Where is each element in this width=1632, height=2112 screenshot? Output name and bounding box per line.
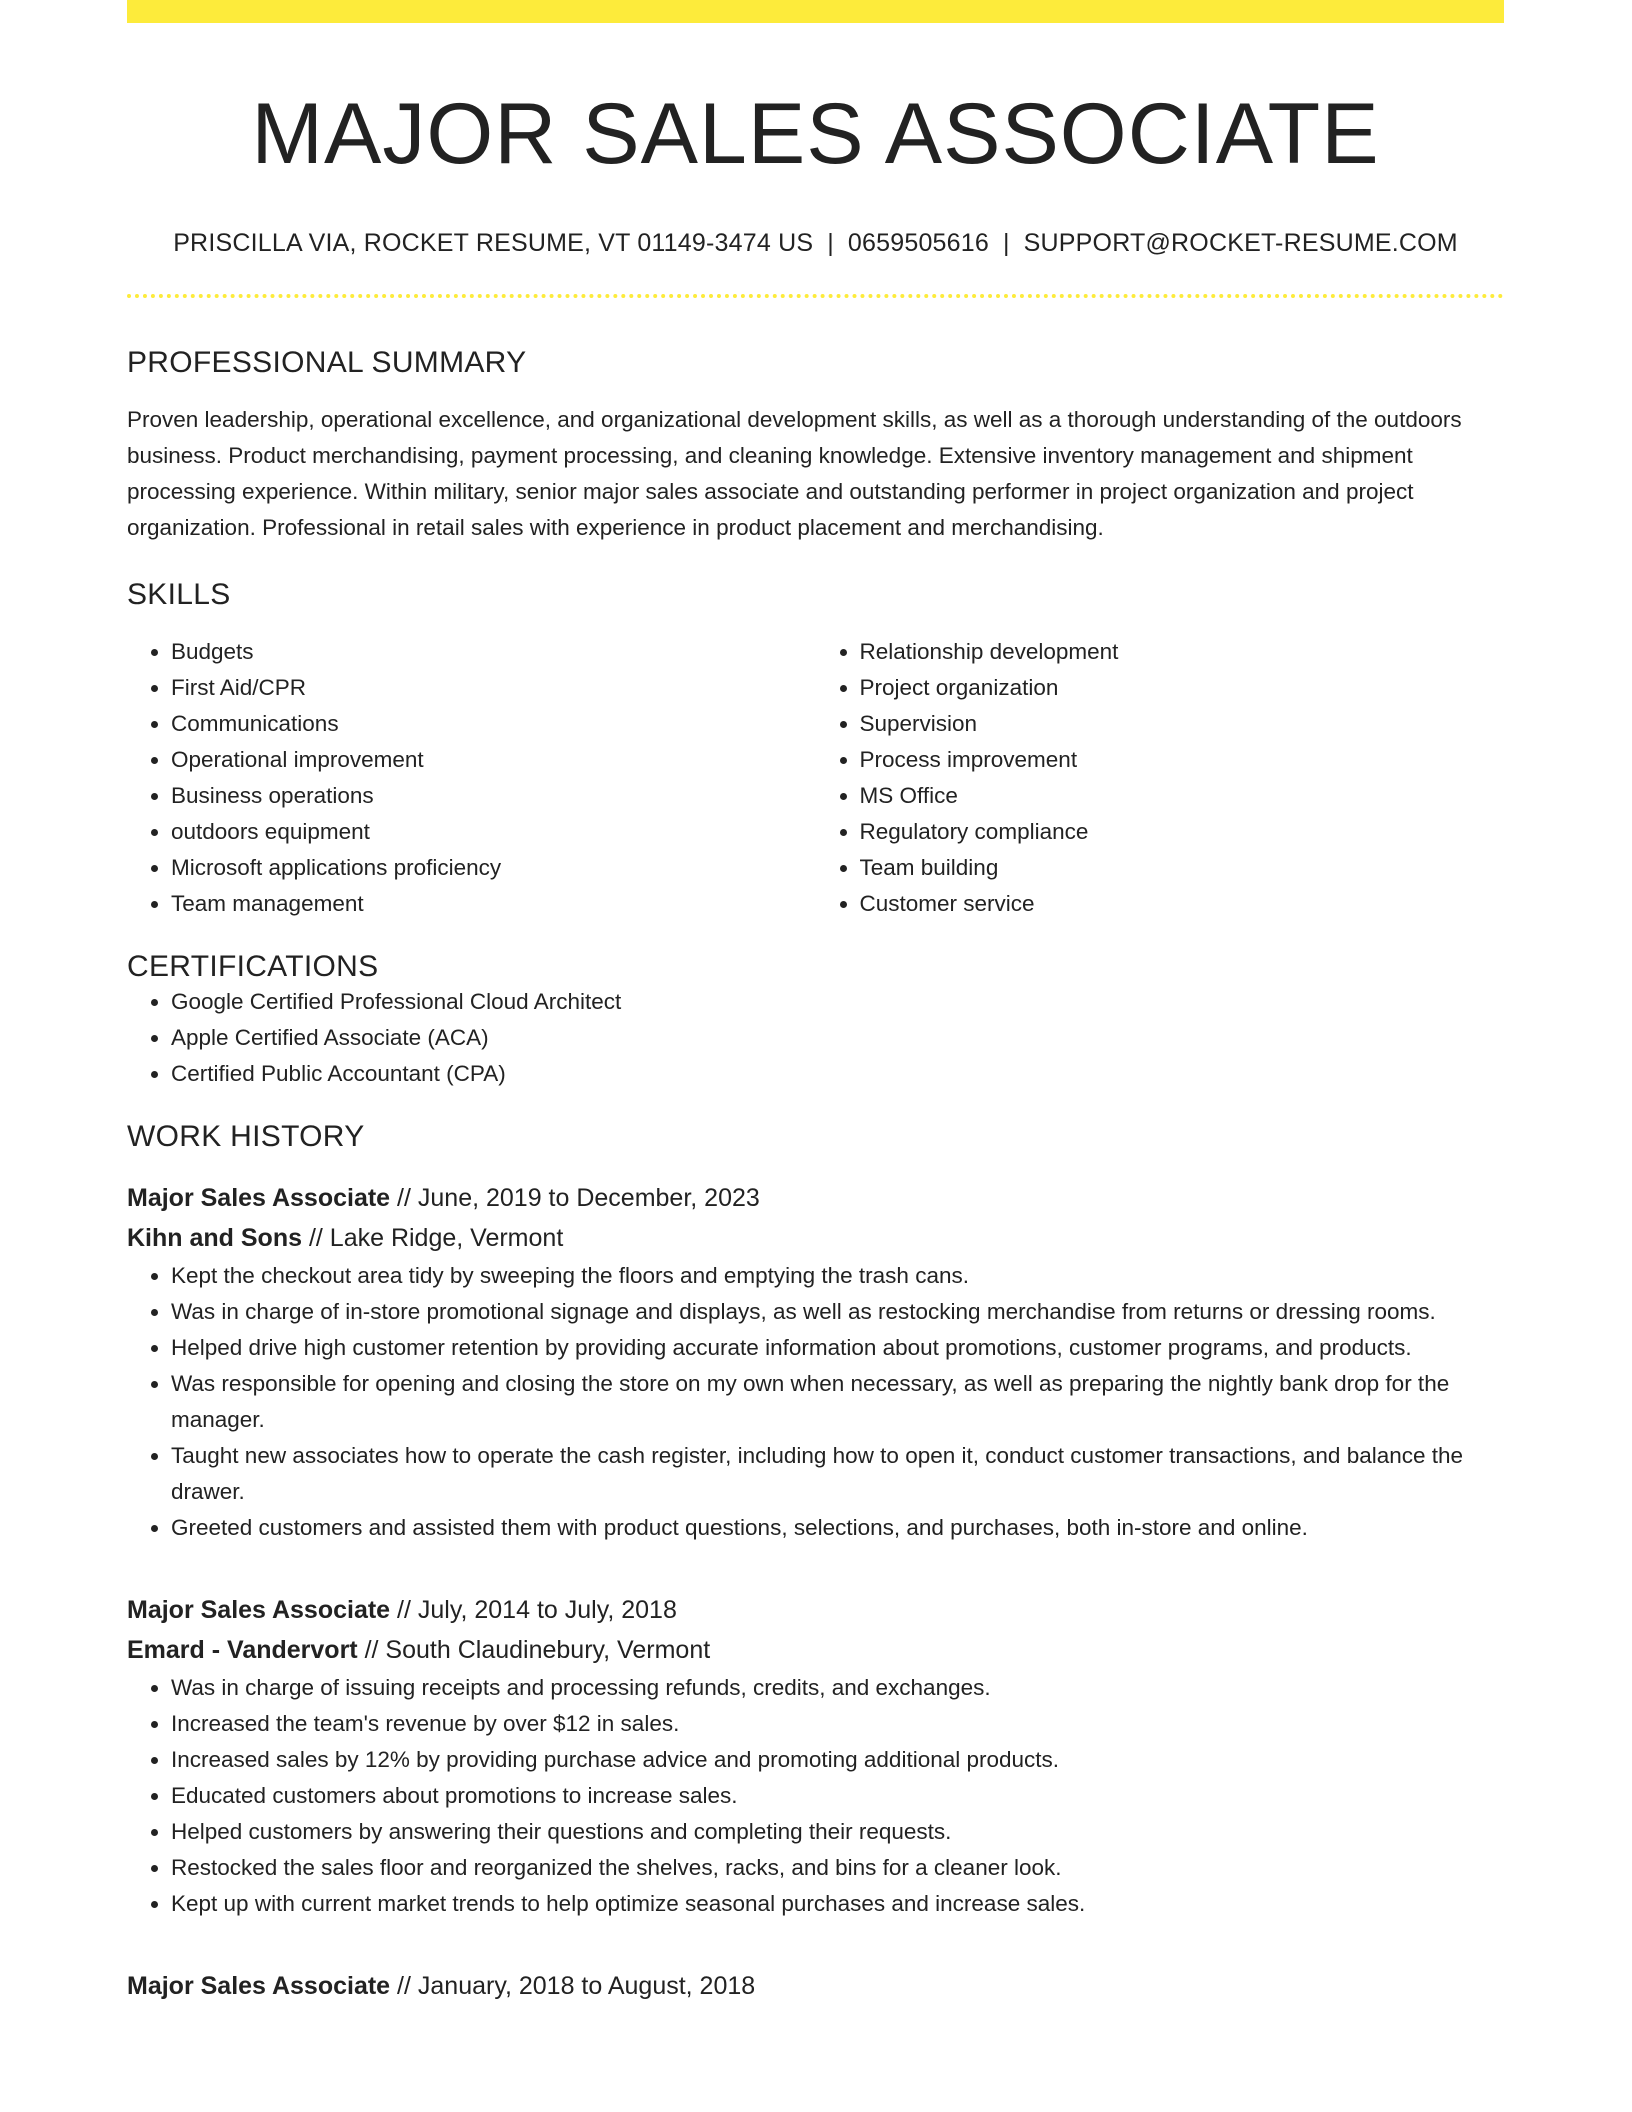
job-role: Major Sales Associate: [127, 1596, 391, 1625]
contact-address: PRISCILLA VIA, ROCKET RESUME, VT 01149-3474 US: [173, 229, 814, 258]
skills-list-right: [816, 634, 1505, 922]
work-history-heading: WORK HISTORY: [127, 1120, 365, 1154]
job-entry: [127, 1966, 1504, 2006]
contact-separator: |: [1002, 229, 1010, 258]
skills-column-right: [816, 634, 1505, 922]
skills-grid: [127, 634, 1504, 922]
job-company: Kihn and Sons: [127, 1224, 302, 1253]
skill-item: • Process improvement: [860, 742, 1505, 778]
job-role: Major Sales Associate: [127, 1972, 391, 2001]
job-company-line: [127, 1630, 1504, 1670]
skills-column-left: [127, 634, 816, 922]
skill-item: • Team building: [860, 850, 1505, 886]
skill-item: • Team management: [171, 886, 816, 922]
summary-heading: PROFESSIONAL SUMMARY: [127, 346, 527, 380]
job-bullet: • Educated customers about promotions to increase sales.: [171, 1778, 1504, 1814]
job-bullet: • Helped drive high customer retention by providing accurate information about promotions, customer programs, and products.: [171, 1330, 1504, 1366]
job-entry: [127, 1590, 1504, 1922]
job-bullet: • Taught new associates how to operate the cash register, including how to open it, conduct customer transactions, and balance the drawer.: [171, 1438, 1504, 1510]
work-history-list: [127, 1178, 1504, 2006]
skill-item: • Project organization: [860, 670, 1505, 706]
job-company-line: [127, 1218, 1504, 1258]
job-bullet: • Increased sales by 12% by providing purchase advice and promoting additional products.: [171, 1742, 1504, 1778]
job-bullet: • Increased the team's revenue by over $12 in sales.: [171, 1706, 1504, 1742]
contact-phone[interactable]: 0659505616: [847, 229, 989, 258]
job-dates: // June, 2019 to December, 2023: [397, 1184, 760, 1213]
skill-item: • Budgets: [171, 634, 816, 670]
contact-separator: |: [827, 229, 834, 258]
job-location: // Lake Ridge, Vermont: [308, 1224, 564, 1253]
skill-item: • outdoors equipment: [171, 814, 816, 850]
job-company: Emard - Vandervort: [127, 1636, 358, 1665]
accent-bar: [127, 0, 1504, 23]
header-divider: [127, 294, 1504, 298]
job-location: // South Claudinebury, Vermont: [364, 1636, 711, 1665]
job-bullets: [127, 1258, 1504, 1546]
job-title-line: [127, 1590, 1504, 1630]
skill-item: • Relationship development: [860, 634, 1505, 670]
job-bullet: • Kept the checkout area tidy by sweeping the floors and emptying the trash cans.: [171, 1258, 1504, 1294]
skill-item: • Communications: [171, 706, 816, 742]
job-title-line: [127, 1178, 1504, 1218]
skill-item: • Supervision: [860, 706, 1505, 742]
skill-item: • Regulatory compliance: [860, 814, 1505, 850]
certifications-list: [127, 984, 1504, 1092]
certification-item: • Certified Public Accountant (CPA): [171, 1056, 1504, 1092]
resume-page: [127, 0, 1504, 2006]
skill-item: • Business operations: [171, 778, 816, 814]
resume-title: MAJOR SALES ASSOCIATE: [251, 86, 1380, 182]
job-dates: // January, 2018 to August, 2018: [397, 1972, 756, 2001]
job-bullet: • Was responsible for opening and closing the store on my own when necessary, as well as preparing the nightly bank drop for the manager.: [171, 1366, 1504, 1438]
job-bullets: [127, 1670, 1504, 1922]
summary-text: Proven leadership, operational excellence, and organizational development skills, as well as a thorough understanding of the outdoors business. Product merchandising, payment processing, and cleaning knowledge. Extensive inventory management and shipment processing experience. Within military, senior major sales associate and outstanding performer in project organization and project organization. Professional in retail sales with experience in product placement and merchandising.: [127, 407, 1462, 541]
skill-item: • Customer service: [860, 886, 1505, 922]
certifications-heading: CERTIFICATIONS: [127, 950, 379, 984]
job-title-line: [127, 1966, 1504, 2006]
job-bullet: • Was in charge of issuing receipts and processing refunds, credits, and exchanges.: [171, 1670, 1504, 1706]
job-bullet: • Kept up with current market trends to help optimize seasonal purchases and increase sales.: [171, 1886, 1504, 1922]
job-role: Major Sales Associate: [127, 1184, 391, 1213]
skill-item: • Microsoft applications proficiency: [171, 850, 816, 886]
job-bullet: • Helped customers by answering their questions and completing their requests.: [171, 1814, 1504, 1850]
certification-item: • Google Certified Professional Cloud Architect: [171, 984, 1504, 1020]
contact-line: [127, 229, 1504, 258]
skills-heading: SKILLS: [127, 578, 231, 612]
certification-item: • Apple Certified Associate (ACA): [171, 1020, 1504, 1056]
skill-item: • Operational improvement: [171, 742, 816, 778]
job-entry: [127, 1178, 1504, 1546]
job-bullet: • Restocked the sales floor and reorganized the shelves, racks, and bins for a cleaner look.: [171, 1850, 1504, 1886]
skills-list-left: [127, 634, 816, 922]
job-bullet: • Greeted customers and assisted them with product questions, selections, and purchases, both in-store and online.: [171, 1510, 1504, 1546]
contact-email[interactable]: SUPPORT@ROCKET-RESUME.COM: [1023, 229, 1458, 258]
skill-item: • First Aid/CPR: [171, 670, 816, 706]
job-dates: // July, 2014 to July, 2018: [397, 1596, 677, 1625]
skill-item: • MS Office: [860, 778, 1505, 814]
job-bullet: • Was in charge of in-store promotional signage and displays, as well as restocking merchandise from returns or dressing rooms.: [171, 1294, 1504, 1330]
